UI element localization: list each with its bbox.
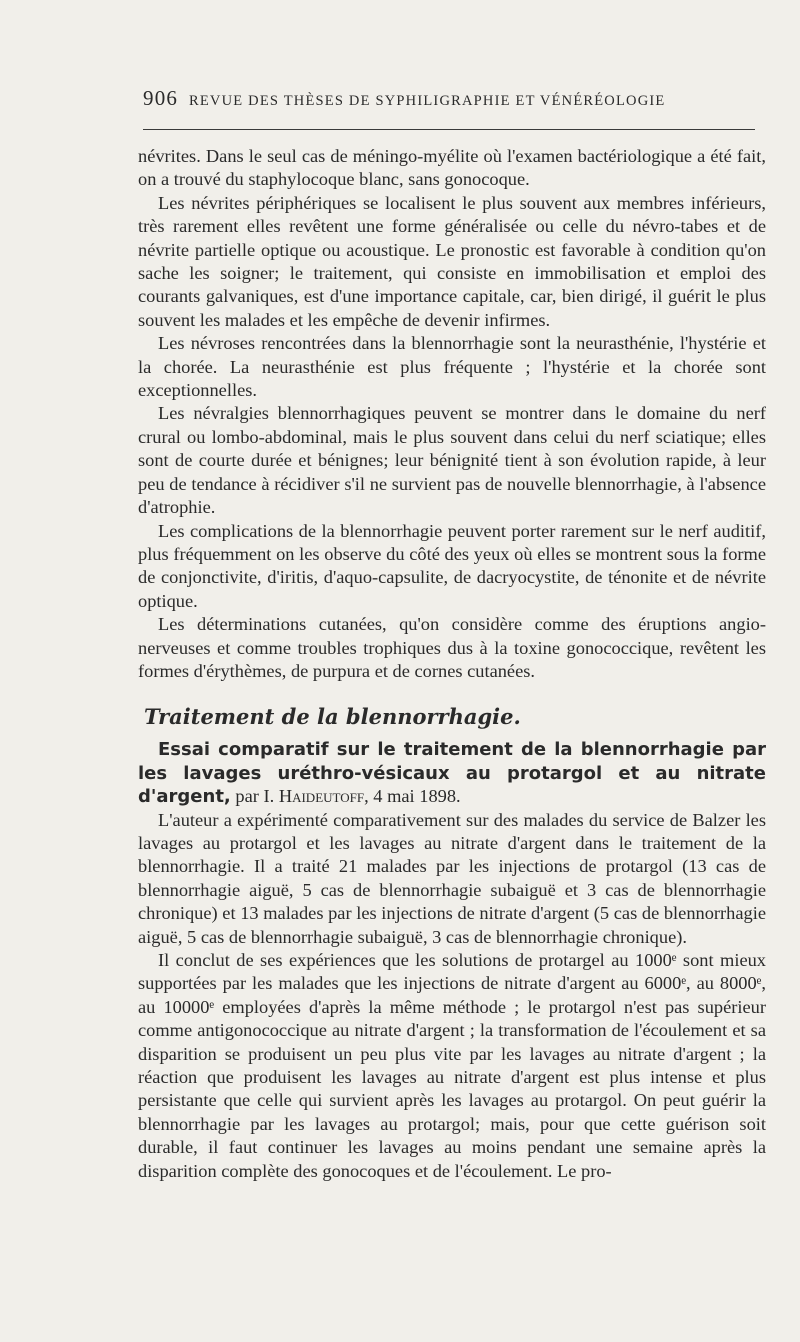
paragraph: Les névrites périphériques se localisent le plus souvent aux membres inférieurs, très rarement elles revêtent une forme généralisée ou celle du névro-tabes et de névrite partielle optique ou acoustique. Le pronostic est favorable à condition qu'on sache les soigner; le traitement, qui consiste en immobilisation et emploi des courants galvaniques, est d'une importance capitale, car, bien dirigé, il guérit le plus souvent les malades et les empêche de devenir infirmes. bbox=[138, 192, 766, 330]
paragraph: L'auteur a expérimenté comparativement sur des malades du service de Balzer les lavages au protargol et les lavages au nitrate d'argent dans le traitement de la blennorrhagie. Il a traité 21 malades par les injections de protargol (13 cas de blennorrhagie aiguë, 5 cas de blennorrhagie subaiguë et 3 cas de blennorrhagie chronique) et 13 malades par les injections de nitrate d'argent (5 cas de blennorrhagie aiguë, 5 cas de blennorrhagie subaiguë, 3 cas de blennorrhagie chronique). bbox=[138, 809, 766, 947]
article-title: Essai comparatif sur le traitement de la blennorrhagie par les lavages uréthro-vésicaux au protargol et au nitrate d'argent, bbox=[138, 739, 766, 808]
page-number: 906 bbox=[143, 86, 179, 110]
paragraph: Les complications de la blennorrhagie peuvent porter rarement sur le nerf auditif, plus fréquemment on les observe du côté des yeux où elles se montrent sous la forme de conjonctivite, d'iritis, d'aquo-capsulite, de dacryocystite, de ténonite et de névrite optique. bbox=[138, 520, 766, 611]
paragraph: Les névroses rencontrées dans la blennorrhagie sont la neurasthénie, l'hystérie et la chorée. La neurasthénie est plus fréquente ; l'hystérie et la chorée sont exceptionnelles. bbox=[138, 333, 766, 401]
running-title: REVUE DES THÈSES DE SYPHILIGRAPHIE ET VÉNÉRÉOLOGIE bbox=[189, 93, 666, 109]
article-by: par I. bbox=[235, 786, 275, 807]
paragraph: névrites. Dans le seul cas de méningo-myélite où l'examen bactériologique a été fait, on a trouvé du staphylocoque blanc, sans gonocoque. bbox=[138, 146, 766, 190]
paragraph: Les déterminations cutanées, qu'on considère comme des éruptions angio-nerveuses et comme troubles trophiques dus à la toxine gonococcique, revêtent les formes d'érythèmes, de purpura et de cornes cutanées. bbox=[138, 614, 766, 681]
article-author: Haideutoff bbox=[278, 786, 365, 807]
paragraph: Les névralgies blennorrhagiques peuvent se montrer dans le domaine du nerf crural ou lombo-abdominal, mais le plus souvent dans celui du nerf sciatique; elles sont de courte durée et bénignes; leur bénignité tient à son évolution rapide, à leur peu de tendance à récidiver s'il ne survient pas de nouvelle blennorrhagie, à l'absence d'atrophie. bbox=[138, 403, 766, 518]
body-text bbox=[138, 145, 766, 1183]
section-title: Traitement de la blennorrhagie. bbox=[144, 704, 521, 730]
article-date: , 4 mai 1898. bbox=[364, 786, 461, 807]
header-rule bbox=[143, 129, 755, 130]
article-heading bbox=[138, 738, 766, 808]
paragraph: Il conclut de ses expériences que les solutions de protargel au 1000ᵉ sont mieux supportées par les malades que les injections de nitrate d'argent au 6000ᵉ, au 8000ᵉ, au 10000ᵉ employées d'après la même méthode ; le protargol n'est pas supérieur comme antigonococcique au nitrate d'argent ; la transformation de l'écoulement et sa disparition se produisent un peu plus vite par les lavages au nitrate d'argent ; la réaction que produisent les lavages au nitrate d'argent est plus intense et plus persistante que celle qui survient après les lavages au protargol. On peut guérir la blennorrhagie par les lavages au protargol; mais, pour que cette guérison soit durable, il faut continuer les lavages au moins pendant une semaine après la disparition complète des gonocoques et de l'écoulement. Le pro- bbox=[138, 950, 766, 1181]
running-header bbox=[143, 86, 765, 111]
